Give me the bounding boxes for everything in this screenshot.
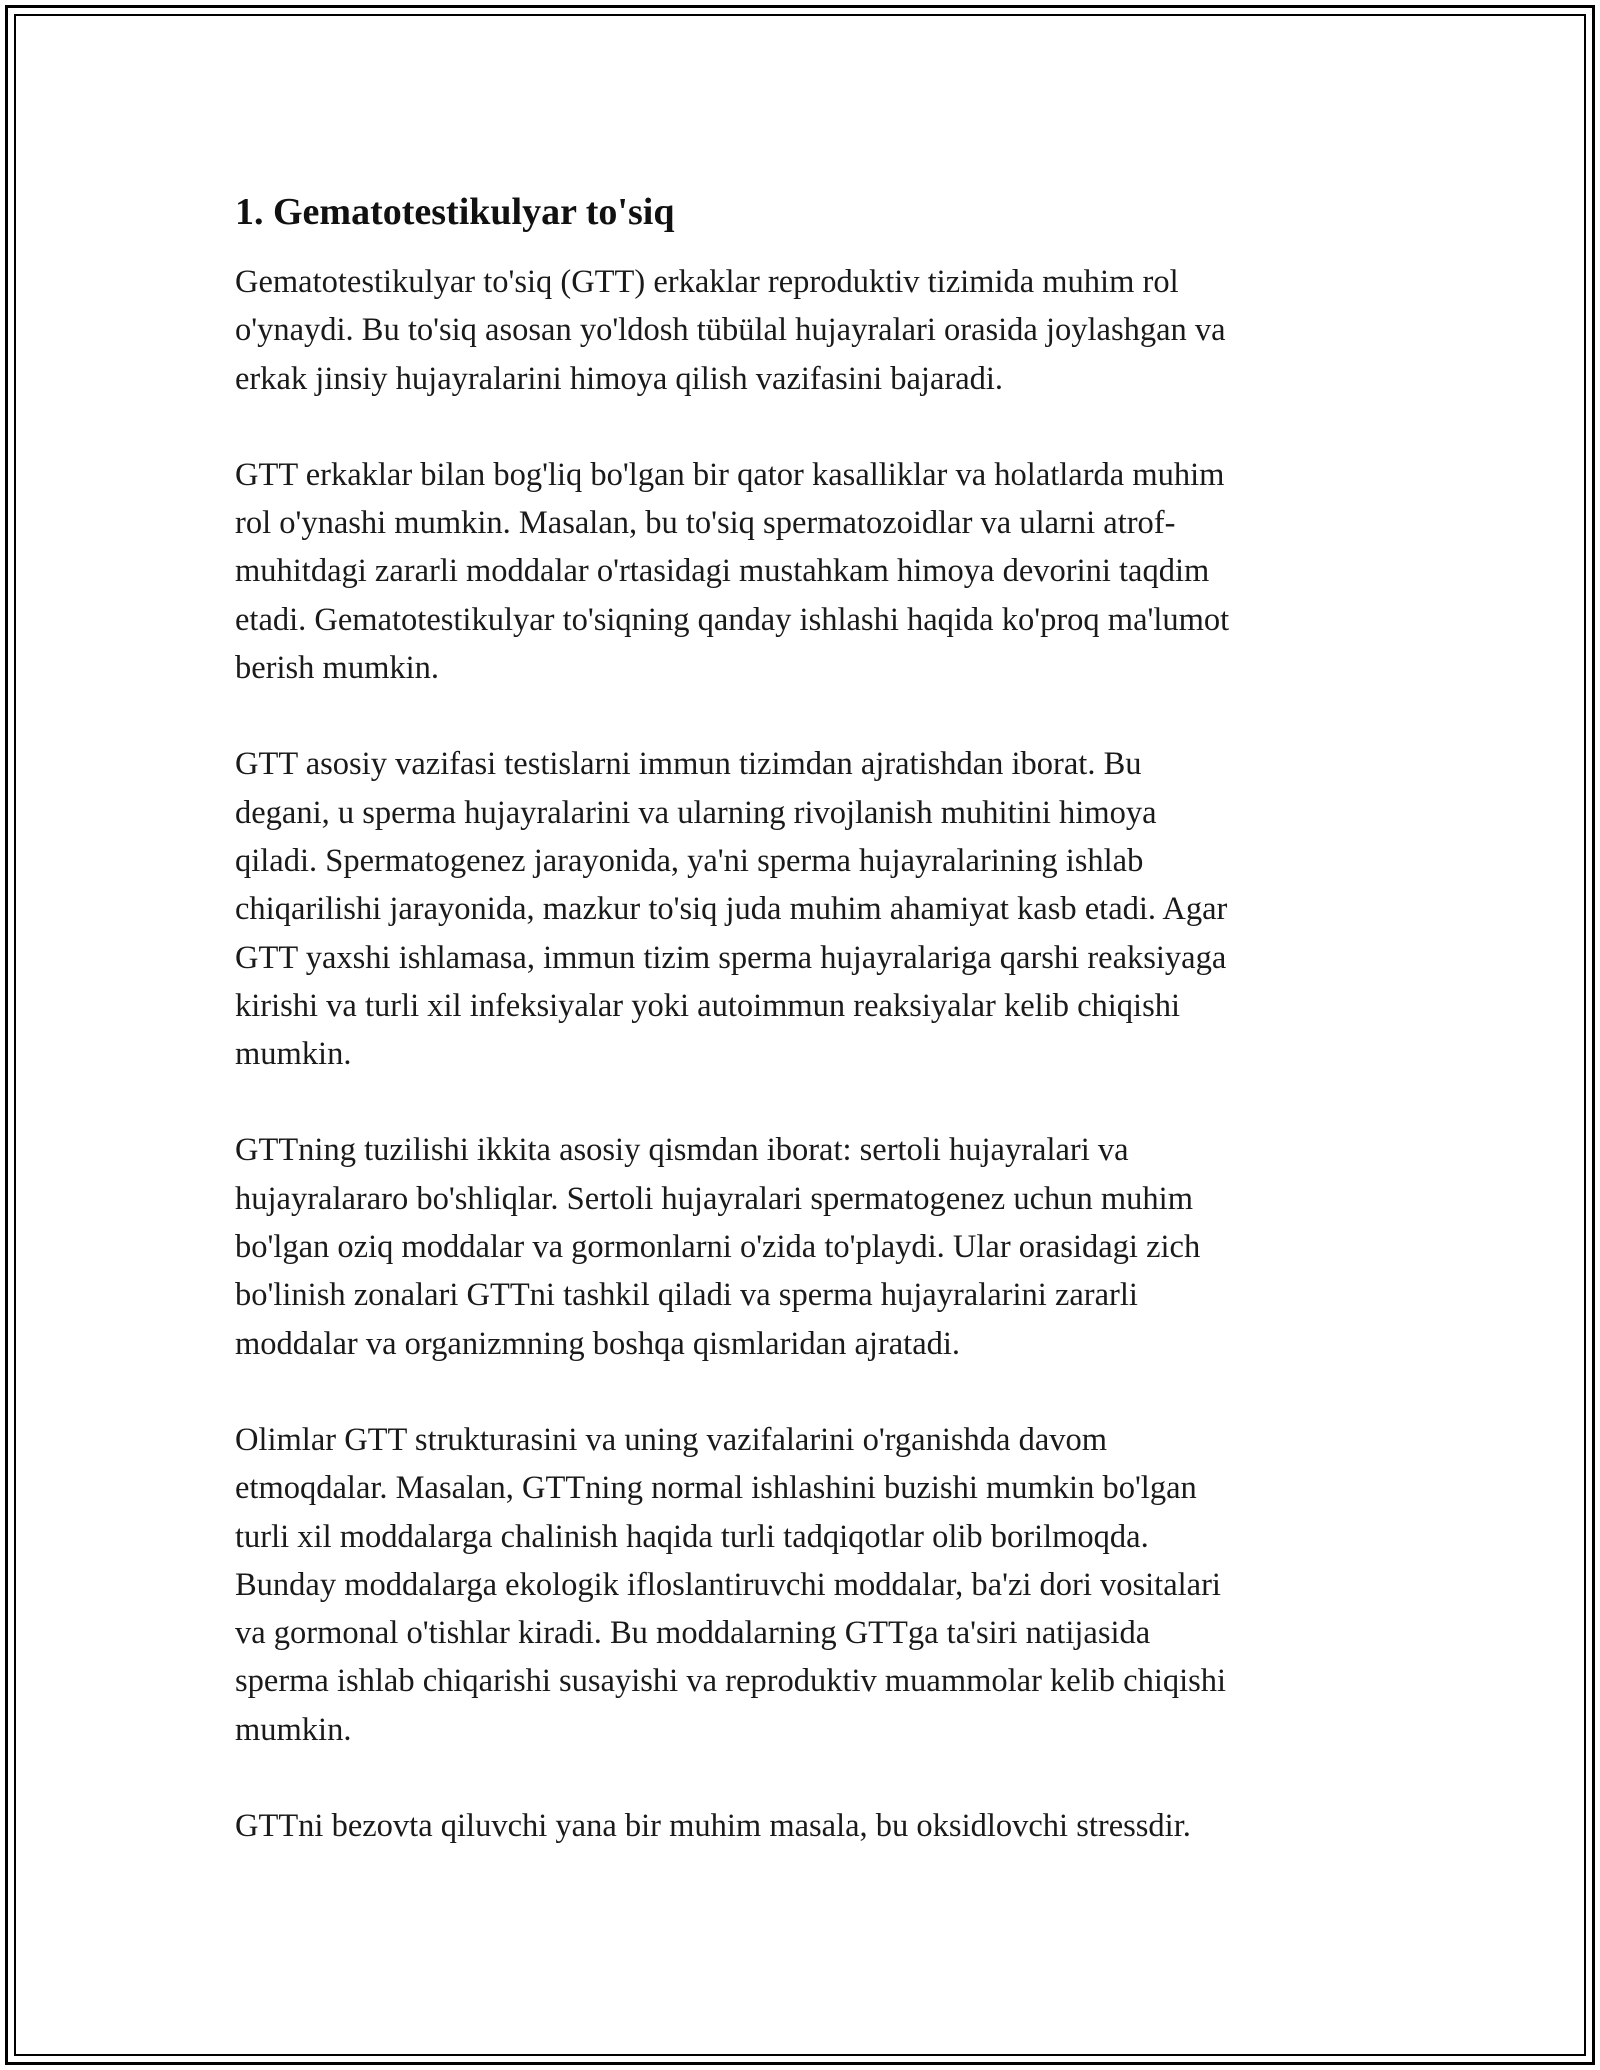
text-line: kirishi va turli xil infeksiyalar yoki autoimmun reaksiyalar kelib chiqishi [235,987,1181,1024]
paragraph-6 [235,1802,1365,1850]
text-line: qiladi. Spermatogenez jarayonida, ya'ni sperma hujayralarining ishlab [235,842,1144,879]
text-line: va gormonal o'tishlar kiradi. Bu moddalarning GTTga ta'siri natijasida [235,1615,1151,1652]
text-line: bo'lgan oziq moddalar va gormonlarni o'zida to'playdi. Ular orasidagi zich [235,1229,1201,1266]
text-line: degani, u sperma hujayralarini va ularning rivojlanish muhitini himoya [235,794,1157,831]
text-line: Gematotestikulyar to'siq (GTT) erkaklar reproduktiv tizimida muhim rol [235,264,1179,300]
text-line: etmoqdalar. Masalan, GTTning normal ishlashini buzishi mumkin bo'lgan [235,1470,1197,1507]
text-line: Bunday moddalarga ekologik ifloslantiruvchi moddalar, ba'zi dori vositalari [235,1566,1221,1603]
text-line: GTT yaxshi ishlamasa, immun tizim sperma hujayralariga qarshi reaksiyaga [235,939,1227,976]
document-body [235,188,1365,1898]
text-line: etadi. Gematotestikulyar to'siqning qanday ishlashi haqida ko'proq ma'lumot [235,601,1230,638]
text-line: Olimlar GTT strukturasini va uning vazifalarini o'rganishda davom [235,1421,1108,1458]
text-line: GTTni bezovta qiluvchi yana bir muhim masala, bu oksidlovchi stressdir. [235,1808,1191,1845]
text-line: GTT erkaklar bilan bog'liq bo'lgan bir qator kasalliklar va holatlarda muhim [235,456,1225,493]
text-line: GTT asosiy vazifasi testislarni immun tizimdan ajratishdan iborat. Bu [235,746,1142,783]
text-line: GTTning tuzilishi ikkita asosiy qismdan iborat: sertoli hujayralari va [235,1132,1129,1169]
text-line: berish mumkin. [235,650,440,687]
paragraph-4 [235,1126,1365,1367]
text-line: muhitdagi zararli moddalar o'rtasidagi mustahkam himoya devorini taqdim [235,553,1210,590]
paragraph-1 [235,258,1365,403]
text-line: erkak jinsiy hujayralarini himoya qilish vazifasini bajaradi. [235,360,1004,397]
paragraph-3 [235,740,1365,1078]
text-line: hujayralararo bo'shliqlar. Sertoli hujayralari spermatogenez uchun muhim [235,1180,1193,1217]
text-line: chiqarilishi jarayonida, mazkur to'siq juda muhim ahamiyat kasb etadi. Agar [235,891,1228,928]
text-line: o'ynaydi. Bu to'siq asosan yo'ldosh tübülal hujayralari orasida joylashgan va [235,312,1226,349]
text-line: turli xil moddalarga chalinish haqida turli tadqiqotlar olib borilmoqda. [235,1518,1149,1555]
text-line: mumkin. [235,1711,352,1748]
paragraph-2 [235,451,1365,692]
text-line: bo'linish zonalari GTTni tashkil qiladi va sperma hujayralarini zararli [235,1277,1138,1314]
section-heading: 1. Gematotestikulyar to'siq [235,191,675,233]
paragraph-5 [235,1416,1365,1754]
text-line: moddalar va organizmning boshqa qismlaridan ajratadi. [235,1325,961,1362]
text-line: sperma ishlab chiqarishi susayishi va reproduktiv muammolar kelib chiqishi [235,1663,1227,1700]
text-line: mumkin. [235,1036,352,1073]
text-line: rol o'ynashi mumkin. Masalan, bu to'siq spermatozoidlar va ularni atrof- [235,505,1176,542]
